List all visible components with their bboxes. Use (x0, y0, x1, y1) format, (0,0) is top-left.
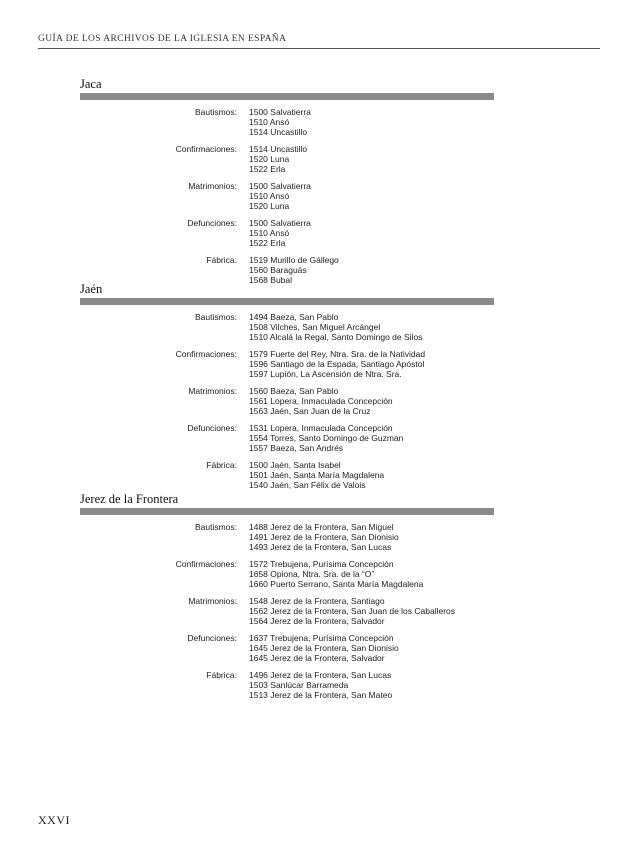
record-type-label: Matrimonios: (188, 596, 237, 606)
record-line: 1572 Trebujena, Purísima Concepción (249, 559, 394, 569)
record-line: 1494 Baeza, San Pablo (249, 312, 339, 322)
record-line: 1579 Fuerte del Rey, Ntra. Sra. de la Natividad (249, 349, 426, 359)
record-lines (249, 460, 384, 490)
record-type-label: Bautismos: (194, 522, 237, 532)
record-line: 1520 Luna (249, 201, 290, 211)
record-entry (80, 559, 494, 589)
record-line: 1500 Salvatierra (249, 181, 311, 191)
record-line: 1564 Jerez de la Frontera, Salvador (249, 616, 385, 626)
section-jerez-de-la-frontera (80, 492, 494, 700)
record-entry (80, 107, 494, 137)
record-line: 1563 Jaén, San Juan de la Cruz (249, 406, 371, 416)
record-entry (80, 423, 494, 453)
record-type-label: Defunciones: (187, 218, 237, 228)
record-lines (249, 596, 455, 626)
record-lines (249, 144, 307, 174)
record-type-label: Bautismos: (194, 107, 237, 117)
record-line: 1519 Murillo de Gállego (249, 255, 339, 265)
record-lines (249, 181, 311, 211)
record-type-label: Fábrica: (206, 670, 237, 680)
record-type-label: Confirmaciones: (175, 349, 237, 359)
record-line: 1503 Sanlúcar Barrameda (249, 680, 349, 690)
record-line: 1508 Vilches, San Miguel Arcángel (249, 322, 381, 332)
record-entry (80, 670, 494, 700)
record-line: 1568 Bubal (249, 275, 293, 285)
record-line: 1658 Opiona, Ntra. Sra. de la “O” (249, 569, 375, 579)
record-lines (249, 670, 392, 700)
record-type-label: Matrimonios: (188, 181, 237, 191)
record-type-label: Bautismos: (194, 312, 237, 322)
section-title: Jerez de la Frontera (80, 492, 179, 506)
record-entry (80, 181, 494, 211)
record-line: 1560 Baraguás (249, 265, 307, 275)
record-lines (249, 349, 425, 379)
record-line: 1540 Jaén, San Félix de Valois (249, 480, 366, 490)
record-entry (80, 633, 494, 663)
running-head: GUÍA DE LOS ARCHIVOS DE LA IGLESIA EN ESPAÑA (38, 34, 287, 44)
record-entry (80, 218, 494, 248)
record-type-label: Confirmaciones: (175, 559, 237, 569)
record-line: 1522 Erla (249, 238, 286, 248)
record-line: 1510 Ansó (249, 117, 290, 127)
record-type-label: Fábrica: (206, 460, 237, 470)
record-line: 1560 Baeza, San Pablo (249, 386, 339, 396)
record-line: 1514 Uncastillo (249, 127, 308, 137)
record-lines (249, 255, 339, 285)
record-entry (80, 255, 494, 285)
record-line: 1561 Lopera, Inmaculada Concepción (249, 396, 393, 406)
record-type-label: Fábrica: (206, 255, 237, 265)
record-lines (249, 559, 423, 589)
record-line: 1548 Jerez de la Frontera, Santiago (249, 596, 385, 606)
section-jaén (80, 282, 494, 490)
record-line: 1554 Torres, Santo Domingo de Guzman (249, 433, 404, 443)
record-entry (80, 349, 494, 379)
record-lines (249, 522, 399, 552)
page-number: XXVI (38, 813, 70, 827)
record-line: 1500 Jaén, Santa Isabel (249, 460, 341, 470)
record-line: 1597 Lupión, La Ascensión de Ntra. Sra. (249, 369, 402, 379)
section-title: Jaén (80, 282, 103, 296)
section-bar (80, 93, 494, 100)
section-bar (80, 508, 494, 515)
section-title: Jaca (80, 77, 102, 91)
record-line: 1645 Jerez de la Frontera, San Dionisio (249, 643, 399, 653)
record-type-label: Confirmaciones: (175, 144, 237, 154)
record-line: 1510 Ansó (249, 191, 290, 201)
record-line: 1510 Ansó (249, 228, 290, 238)
record-lines (249, 633, 399, 663)
record-entry (80, 312, 494, 342)
record-line: 1557 Baeza, San Andrés (249, 443, 344, 453)
record-entry (80, 460, 494, 490)
record-line: 1514 Uncastillo (249, 144, 308, 154)
record-line: 1491 Jerez de la Frontera, San Dionisio (249, 532, 399, 542)
record-type-label: Defunciones: (187, 423, 237, 433)
record-line: 1501 Jaén, Santa María Magdalena (249, 470, 385, 480)
record-line: 1522 Erla (249, 164, 286, 174)
record-line: 1493 Jerez de la Frontera, San Lucas (249, 542, 392, 552)
record-lines (249, 218, 311, 248)
record-lines (249, 107, 311, 137)
record-line: 1496 Jerez de la Frontera, San Lucas (249, 670, 392, 680)
record-line: 1531 Lopera, Inmaculada Concepción (249, 423, 393, 433)
record-entry (80, 596, 494, 626)
record-line: 1500 Salvatierra (249, 218, 311, 228)
record-line: 1500 Salvatierra (249, 107, 311, 117)
record-entry (80, 522, 494, 552)
record-entry (80, 144, 494, 174)
record-line: 1645 Jerez de la Frontera, Salvador (249, 653, 385, 663)
record-line: 1520 Luna (249, 154, 290, 164)
record-type-label: Matrimonios: (188, 386, 237, 396)
record-lines (249, 423, 403, 453)
record-line: 1660 Puerto Serrano, Santa María Magdalena (249, 579, 424, 589)
record-line: 1513 Jerez de la Frontera, San Mateo (249, 690, 393, 700)
record-line: 1510 Alcalá la Regal, Santo Domingo de Silos (249, 332, 423, 342)
record-entry (80, 386, 494, 416)
section-jaca (80, 77, 494, 285)
record-line: 1562 Jerez de la Frontera, San Juan de los Caballeros (249, 606, 456, 616)
header-rule (38, 48, 600, 49)
record-line: 1596 Santiago de la Espada, Santiago Apóstol (249, 359, 425, 369)
section-bar (80, 298, 494, 305)
record-lines (249, 386, 393, 416)
record-line: 1637 Trebujena, Purísima Concepción (249, 633, 394, 643)
record-type-label: Defunciones: (187, 633, 237, 643)
record-line: 1488 Jerez de la Frontera, San Miguel (249, 522, 394, 532)
record-lines (249, 312, 422, 342)
